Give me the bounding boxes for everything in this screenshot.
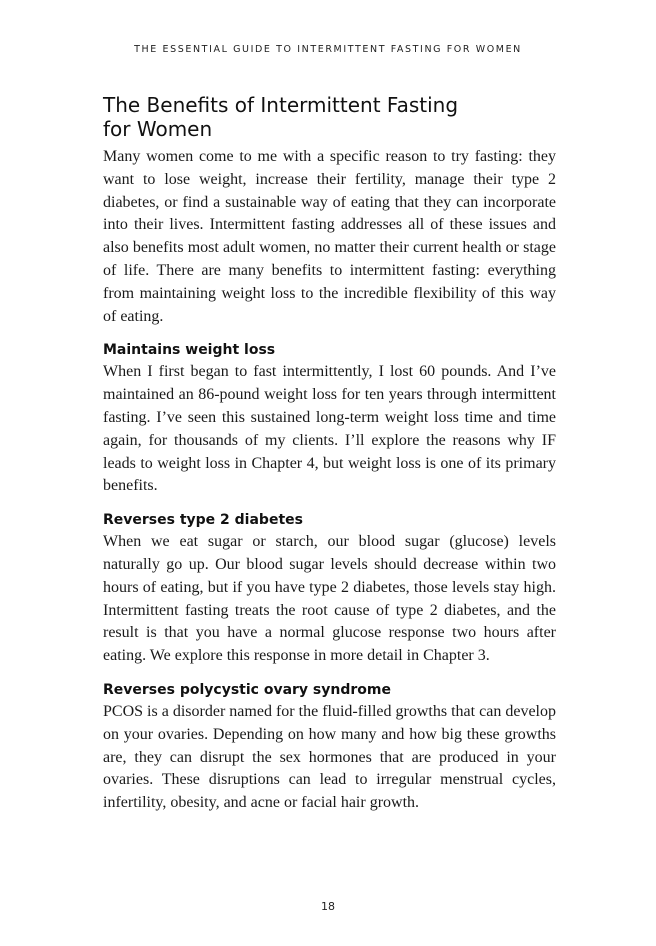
paragraph-weight-loss: When I first began to fast intermittently, I lost 60 pounds. And I’ve maintained an 86-pound weight loss for ten years through intermittent fasting. I’ve seen this sustained long-term weight loss time and time again, for thousands of my clients. I’ll explore the reasons why IF leads to weight loss in Chapter 4, but weight loss is one of its primary benefits.	[103, 363, 556, 495]
running-head: THE ESSENTIAL GUIDE TO INTERMITTENT FASTING FOR WOMEN	[134, 44, 522, 55]
paragraph-type2-diabetes: When we eat sugar or starch, our blood sugar (glucose) levels naturally go up. Our blood sugar levels should decrease within two hours of eating, but if you have type 2 diabetes, those levels stay high. Intermittent fasting treats the root cause of type 2 diabetes, and the result is that you have a normal glucose response two hours after eating. We explore this response in more detail in Chapter 3.	[103, 533, 556, 665]
page-number: 18	[321, 900, 335, 913]
title-line-2: for Women	[103, 116, 213, 141]
subheading-type2-diabetes: Reverses type 2 diabetes	[103, 512, 303, 529]
intro-paragraph: Many women come to me with a specific reason to try fasting: they want to lose weight, increase their fertility, manage their type 2 diabetes, or find a sustainable way of eating that they can incorporate into their lives. Intermittent fasting addresses all of these issues and also benefits most adult women, no matter their current health or stage of life. There are many benefits to intermittent fasting: everything from maintaining weight loss to the incredible flexibility of this way of eating.	[103, 148, 556, 325]
chapter-section-title	[103, 94, 556, 141]
title-line-1: The Benefits of Intermittent Fasting	[103, 93, 459, 117]
paragraph-pcos: PCOS is a disorder named for the fluid-filled growths that can develop on your ovaries. Depending on how many and how big these growths are, they can disrupt the sex hormones that are produced in your ovaries. These disruptions can lead to irregular menstrual cycles, infertility, obesity, and acne or facial hair growth.	[103, 702, 556, 812]
subheading-pcos: Reverses polycystic ovary syndrome	[103, 681, 391, 698]
subheading-weight-loss: Maintains weight loss	[103, 342, 276, 359]
page-body	[103, 94, 556, 815]
